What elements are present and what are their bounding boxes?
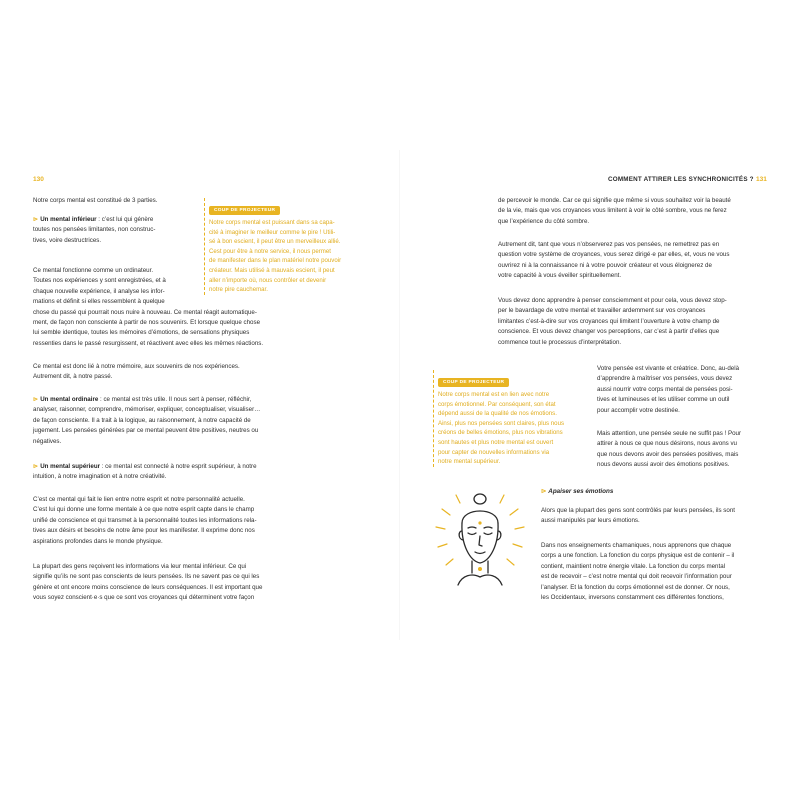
shamanic-paragraph: Dans nos enseignements chamaniques, nous apprenons que chaque corps a une fonction. La fonction du corps physique est de contenir – il contient, maintient notre énergie vitale. La fonction du corps mental est de recevoir – c’est notre mental qui doit recevoir l’information pour l’analyser. Et la fonction du corps émotionnel est de donner. Or nous, les Occidentaux, inversons constamment ces différentes fonctions, (541, 542, 735, 602)
running-head: COMMENT ATTIRER LES SYNCHRONICITÉS ? (608, 176, 754, 183)
living-thought-paragraph: Votre pensée est vivante et créatrice. Donc, au-delà d’apprendre à maîtriser vos pensées, vous devez aussi nourrir votre corps mental de pensées posi- tives et lumineuses et les utiliser comme un outil pour accomplir votre destinée. (597, 365, 740, 414)
page-number-left: 130 (33, 176, 44, 183)
callout-text: Notre corps mental est en lien avec notre corps émotionnel. Par conséquent, son état dépend aussi de la qualité de nos émotions. Ainsi, plus nos pensées sont claires, plus nous créons de belles émotions, plus nos vibrations sont hautes et plus notre mental est ouvert pour capter de nouvelles informations via notre mental supérieur. (438, 391, 565, 466)
callout-label: COUP DE PROJECTEUR (209, 206, 280, 215)
closed-right-eye (484, 533, 492, 535)
inferior-mental-label: Un mental inférieur (40, 216, 97, 223)
link-paragraph: C’est ce mental qui fait le lien entre notre esprit et notre personnalité actuelle. C’est lui qui donne une forme mentale à ce que notre esprit capte dans le champ unifié de conscience et qui transmet à la personnalité toutes les informations rela- tives aux désirs et besoins de notre âme pour les manifester. Il exprime donc nos aspirations profondes dans le monde physique. (33, 496, 257, 545)
callout-text: Notre corps mental est puissant dans sa capa- cité à imaginer le meilleur comme le pire ! Utili- sé à bon escient, il peut être un merveilleux allié. Cest pour être à notre service, il nous permet de manifester dans le plan matériel notre pouvoir créateur. Mais utilisé à mauvais escient, il peut aller n’importe où, nous contrôler et devenir notre pire cauchemar. (209, 219, 342, 294)
bullet-arrow-icon: ⊳ (33, 216, 39, 223)
superior-mental-label: Un mental supérieur (40, 463, 101, 470)
bullet-arrow-icon: ⊳ (33, 463, 39, 470)
face-outline (462, 523, 498, 563)
inferior-mental-paragraph: ⊳ Un mental inférieur : c’est lui qui génère toutes nos pensées limitantes, non construc- tives, voire destructrices. (33, 216, 156, 244)
right-eyebrow (484, 527, 492, 528)
mouth (475, 552, 485, 554)
callout-spotlight-right (433, 370, 598, 467)
closed-left-eye (468, 533, 476, 535)
shoulders (458, 575, 502, 585)
meditating-face-illustration (428, 487, 532, 587)
nose (479, 536, 482, 546)
memory-paragraph: Ce mental est donc lié à notre mémoire, aux souvenirs de nos expériences. Autrement dit, à notre passé. (33, 363, 240, 381)
callout-label: COUP DE PROJECTEUR (438, 378, 509, 387)
page-number-right: 131 (756, 176, 767, 183)
bullet-arrow-icon: ⊳ (33, 396, 39, 403)
subheading-soothe-emotions: ⊳ Apaiser ses émotions (541, 488, 614, 495)
bullet-arrow-icon: ⊳ (541, 488, 547, 495)
ordinary-mental-label: Un mental ordinaire (40, 396, 99, 403)
intro-text: Notre corps mental est constitué de 3 parties. (33, 197, 158, 204)
superior-mental-paragraph: ⊳ Un mental supérieur : ce mental est connecté à notre esprit supérieur, à notre intuition, à notre imagination et à notre créativité. (33, 463, 257, 481)
ordinary-mental-paragraph: ⊳ Un mental ordinaire : ce mental est très utile. Il nous sert à penser, réfléchir, analyser, raisonner, comprendre, mémoriser, expliquer, conceptualiser, visualiser… de façon consciente. Il a trait à la logique, au raisonnement, à notre capacité de jugement. Les pensées générées par ce mental peuvent être positives, neutres ou négatives. (33, 396, 261, 445)
hair-bun (474, 494, 486, 504)
callout-spotlight-left (204, 198, 377, 295)
think-consciously-paragraph: Vous devez donc apprendre à penser consciemment et pour cela, vous devez stop- per le bavardage de votre mental et travailler ardemment sur vos croyances limitantes c’est-à-dire sur vos croyances qui limitent l’ouverture à votre champ de conscience. Et vous devez changer vos perceptions, car c’est à partir d’elles que commence tout le processus d’interprétation. (498, 297, 727, 346)
radiant-rays (436, 495, 524, 565)
perceive-paragraph: de percevoir le monde. Car ce qui signifie que même si vous souhaitez voir la beauté de la vie, mais que vos croyances vous limitent à voir le côté sombre, vous ne ferez que l’expérience du côté sombre. (498, 197, 731, 225)
emotions-control-paragraph: Alors que la plupart des gens sont contrôlés par leurs pensées, ils sont aussi manipulés par leurs émotions. (541, 507, 735, 525)
third-eye-dot (478, 521, 481, 524)
hairline (462, 511, 498, 523)
attention-paragraph: Mais attention, une pensée seule ne suffit pas ! Pour attirer à nous ce que nous désirons, nous avons vu que nous devons avoir des pensées positives, mais nous devons aussi avoir des émotions positives. (597, 430, 742, 469)
observe-paragraph: Autrement dit, tant que vous n’observerez pas vos pensées, ne remettrez pas en question votre système de croyances, vous serez dirigé·e par elles, et, vous ne vous ouvrirez ni à la connaissance ni à votre pouvoir créateur et vous éloignerez de votre capacité à vous éveiller spirituellement. (498, 241, 730, 280)
throat-chakra-dot (478, 567, 482, 571)
majority-paragraph: La plupart des gens reçoivent les informations via leur mental inférieur. Ce qui signifie qu’ils ne sont pas conscients de leurs pensées. Ils ne savent pas ce qui les génère et ont encore moins conscience de leurs conséquences. Il est important que vous soyez conscient·e·s que ce sont vos croyances qui déterminent votre façon (33, 563, 263, 602)
computer-paragraph: Ce mental fonctionne comme un ordinateur. Toutes nos expériences y sont enregistrées, et à chaque nouvelle expérience, il analyse les infor- mations et définit si elles ressemblent à quelque chose du passé qui pourrait nous nuire à nouveau. Ce mental réagit automatique- ment, de façon non consciente à partir de nos souvenirs. Et lorsque quelque chose lui semble identique, toutes les mémoires d’émotions, de sensations physiques ressenties dans le passé resurgissent, et réactivent avec elles les mêmes réactions. (33, 267, 264, 347)
left-eyebrow (468, 527, 476, 528)
